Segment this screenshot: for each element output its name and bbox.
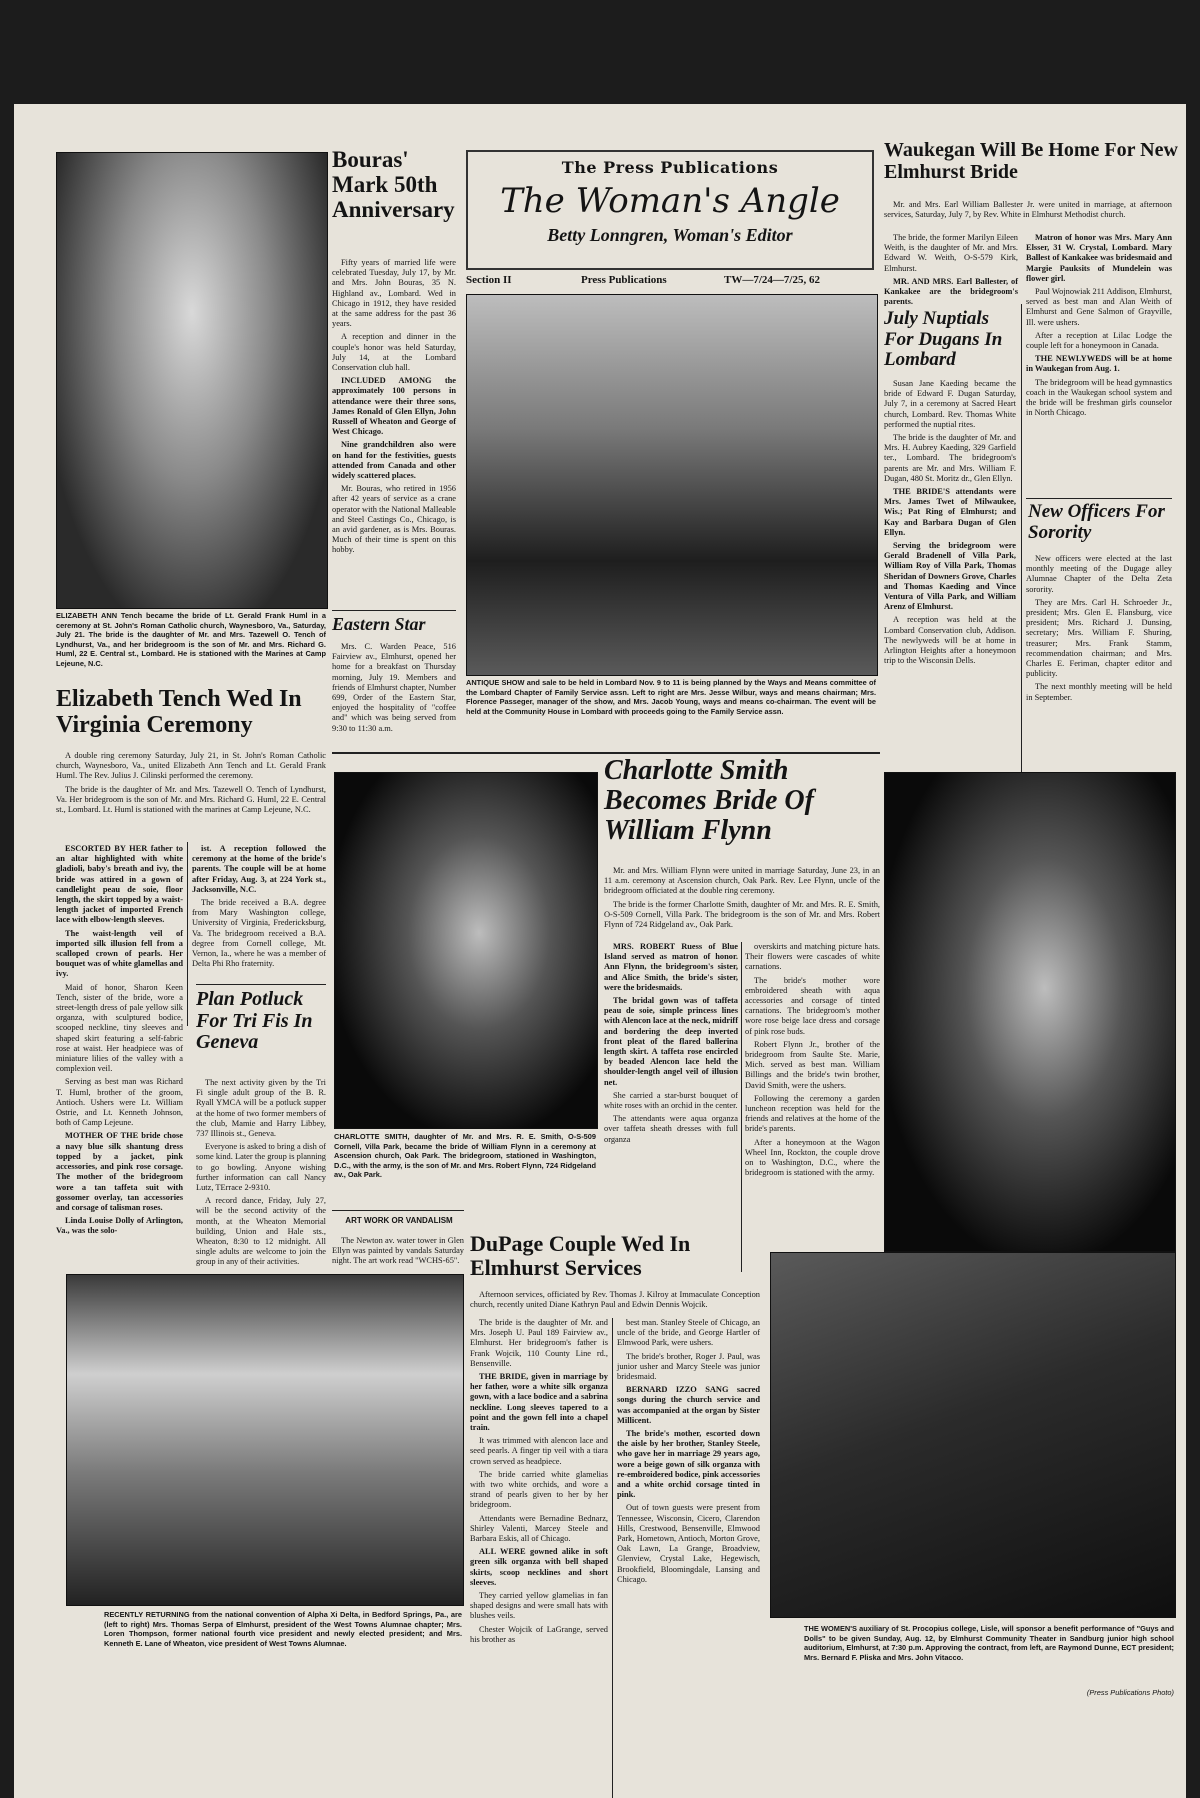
dugan-paragraph: THE BRIDE'S attendants were Mrs. James Twet of Milwaukee, Wis.; Pat Ring of Elmhurst; and Kay and Barbara Dugan of Glen Ellyn. <box>884 487 1016 537</box>
dupage-headline: DuPage Couple Wed In Elmhurst Services <box>470 1231 691 1280</box>
column-rule <box>187 842 188 1026</box>
column-rule <box>196 984 326 985</box>
section-rule <box>332 752 880 754</box>
alpha-xi-delta-photo <box>66 1274 464 1606</box>
dugan-paragraph: Serving the bridegroom were Gerald Bradenell of Villa Park, William Roy of Villa Park, Thomas Sheridan of Downers Grove, Charles and Thomas Kaeding and Vince Ventura of Villa Park, and William Arenz of Elmhurst. <box>884 541 1016 612</box>
flynn-paragraph: The bride is the former Charlotte Smith, daughter of Mr. and Mrs. R. E. Smith, O-S-509 Cornell, Villa Park. The bridegroom is the son of Mr. and Mrs. Robert Flynn of 724 Ridgeland av., Oak Park. <box>604 899 880 930</box>
dupage-story-lead <box>470 1290 760 1313</box>
waukegan-paragraph: MR. AND MRS. Earl Ballester, of Kankakee are the bridegroom's parents. <box>884 276 1018 307</box>
tench-bride-photo <box>56 152 328 609</box>
dugan-paragraph: A reception was held at the Lombard Conservation club, Addison. The newlyweds will be at home in Arlington Heights after a honeymoon trip to the Wisconsin Dells. <box>884 615 1016 666</box>
waukegan-story-col2 <box>1026 233 1172 421</box>
dugan-story <box>884 379 1016 669</box>
bouras-story <box>332 258 456 559</box>
column-rule <box>1026 498 1172 499</box>
sorority-paragraph: The next monthly meeting will be held in September. <box>1026 682 1172 702</box>
tench-paragraph: Linda Louise Dolly of Arlington, Va., was the solo- <box>56 1216 183 1236</box>
flynn-headline: Charlotte Smith Becomes Bride Of William Flynn <box>604 755 814 847</box>
flynn-story-col2 <box>745 942 880 1181</box>
tench-paragraph: MOTHER OF THE bride chose a navy blue silk shantung dress topped by a jacket, pink accessories, and pink rose corsage. The mother of the bridegroom wore a tan taffeta suit with gossomer overlay, tan accessories and corsage of talisman roses. <box>56 1131 183 1212</box>
flynn-paragraph: Mr. and Mrs. William Flynn were united in marriage Saturday, June 23, in an 11 a.m. ceremony at Ascension church, Oak Park. Rev. Lee Flynn, uncle of the bridegroom officiated at the double ring ceremony. <box>604 866 880 896</box>
potluck-paragraph: Everyone is asked to bring a dish of some kind. Later the group is planning to go bowling. Anyone wishing further information can call Nancy Lutz, TErrace 2-9310. <box>196 1142 326 1193</box>
masthead-editor: Betty Lonngren, Woman's Editor <box>547 225 793 245</box>
eastern-star-story <box>332 642 456 737</box>
flynn-paragraph: The bridal gown was of taffeta peau de soie, simple princess lines with Alencon lace at the neck, midriff and bordering the deep inverted front pleat of the flared ballerina length skirt. A taffeta rose encircled by beaded Alencon lace held the shoulder-length angel veil of illusion net. <box>604 996 738 1087</box>
tench-paragraph: The bride is the daughter of Mr. and Mrs. Tazewell O. Tench of Lyndhurst, Va. Her bridegroom is the son of Mr. and Mrs. Richard G. Huml, 22 E. Central st., Lombard. Lt. Huml is stationed with the marines at Camp Lejeune, N.C. <box>56 784 326 815</box>
dupage-paragraph: The bride's mother, escorted down the aisle by her brother, Stanley Steele, who gave her in marriage 29 years ago, wore a beige gown of silk organza with re-embroidered bodice, pink accessories and a white orchid corsage tinted in pink. <box>617 1429 760 1500</box>
potluck-paragraph: A record dance, Friday, July 27, will be the second activity of the month, at the Wheaton Memorial building, Union and Hale sts., Wheaton, 8:30 to 12 midnight. All single adults are welcome to join the group in any of their activities. <box>196 1196 326 1267</box>
tench-story-col1 <box>56 844 183 1240</box>
tench-paragraph: Serving as best man was Richard T. Huml, brother of the groom, Antioch. Ushers were Lt. William Ostrie, and Lt. Kenneth Johnson, both of Camp Lejeune. <box>56 1077 183 1128</box>
artwork-headline: ART WORK OR VANDALISM <box>345 1216 453 1225</box>
dugan-paragraph: The bride is the daughter of Mr. and Mrs. H. Aubrey Kaeding, 329 Garfield ter., Lombard. The bridegroom's parents are Mr. and Mrs. William F. Dugan, 480 St. Moritz dr., Glen Ellyn. <box>884 433 1016 483</box>
dupage-paragraph: best man. Stanley Steele of Chicago, an uncle of the bride, and George Hartler of Elmwood Park, were ushers. <box>617 1318 760 1348</box>
dupage-story-col1 <box>470 1318 608 1648</box>
flynn-paragraph: After a honeymoon at the Wagon Wheel Inn, Rockton, the couple drove on to Washington, D.C., where the bridegroom is stationed with the army. <box>745 1137 880 1178</box>
dugan-headline: July Nuptials For Dugans In Lombard <box>884 308 1003 371</box>
column-rule <box>741 942 742 1272</box>
flynn-photo-caption: CHARLOTTE SMITH, daughter of Mr. and Mrs. R. E. Smith, O-S-509 Cornell, Villa Park, became the bride of William Flynn in a ceremony at Ascension church, Oak Park. The bridegroom, stationed in Washington, D.C., with the army, is the son of Mr. and Mrs. Robert Flynn, 724 Ridgeland av., Oak Park. <box>334 1132 596 1180</box>
waukegan-paragraph: THE NEWLYWEDS will be at home in Waukegan from Aug. 1. <box>1026 354 1172 374</box>
dupage-paragraph: Afternoon services, officiated by Rev. Thomas J. Kilroy at Immaculate Conception church, recently united Diane Kathryn Paul and Edwin Dennis Wojcik. <box>470 1290 760 1310</box>
flynn-paragraph: The bride's mother wore embroidered sheath with aqua accessories and corsage of tinted carnations. The bridegroom's mother wore rose beige lace dress and corsage of pink rose buds. <box>745 975 880 1036</box>
dupage-paragraph: THE BRIDE, given in marriage by her father, wore a white silk organza gown, with a lace bodice and a sabrina neckline. Long sleeves tapered to a point and the gown fell into a chapel train. <box>470 1372 608 1433</box>
eastern-star-paragraph: Mrs. C. Warden Peace, 516 Fairview av., Elmhurst, opened her home for a breakfast on Thursday morning, July 19. Members and friends of Elmhurst chapter, Number 699, Order of the Eastern Star, enjoyed the hospitality of "coffee and" which was being served from 9:30 to 11:30 a.m. <box>332 642 456 733</box>
waukegan-headline: Waukegan Will Be Home For New Elmhurst Bride <box>884 139 1178 183</box>
antique-show-caption: ANTIQUE SHOW and sale to be held in Lombard Nov. 9 to 11 is being planned by the Ways and Means committee of the Lombard Chapter of Family Service assn. Left to right are Mrs. Jesse Wilbur, ways and means chairman; Mrs. Florence Passeger, manager of the show, and Mrs. Jacob Young, ways and means co-chairman. The event will be held at the Community House in Lombard with proceeds going to the Family Service assn. <box>466 678 876 716</box>
bouras-paragraph: Fifty years of married life were celebrated Tuesday, July 17, by Mr. and Mrs. John Bouras, 35 N. Highland av., Lombard. Wed in Chicago in 1912, they have resided at the same address for the past 36 years. <box>332 258 456 329</box>
dupage-paragraph: BERNARD IZZO SANG sacred songs during the church service and was accompanied at the organ by Sister Millicent. <box>617 1385 760 1425</box>
tench-paragraph: A double ring ceremony Saturday, July 21, in St. John's Roman Catholic church, Waynesboro, Va., united Elizabeth Ann Tench and Lt. Gerald Frank Huml. The Rev. Julius J. Cilinski performed the ceremony. <box>56 751 326 781</box>
masthead <box>466 150 874 270</box>
flynn-paragraph: Following the ceremony a garden luncheon reception was held for the friends and relatives at the home of the bride's parents. <box>745 1093 880 1134</box>
potluck-headline: Plan Potluck For Tri Fis In Geneva <box>196 988 313 1054</box>
waukegan-paragraph: Matron of honor was Mrs. Mary Ann Elsser, 31 W. Crystal, Lombard. Mary Ballest of Kankakee was bridesmaid and Margie Pauksits of Mundelein was flower girl. <box>1026 233 1172 283</box>
flynn-story-col1 <box>604 942 738 1148</box>
flynn-paragraph: Robert Flynn Jr., brother of the bridegroom from Saulte Ste. Marie, Mich. served as best man. William Billings and the bride's twin brother, David Smith, were the ushers. <box>745 1039 880 1090</box>
flynn-paragraph: MRS. ROBERT Ruess of Blue Island served as matron of honor. Ann Flynn, the bridegroom's sister, and Alice Smith, the bride's sister, were the bridesmaids. <box>604 942 738 992</box>
dupage-story-col2 <box>617 1318 760 1588</box>
section-publication: Press Publications <box>581 274 667 286</box>
potluck-paragraph: The next activity given by the Tri Fi single adult group of the B. R. Ryall YMCA will be a potluck supper at the home of two former members of the club, Mamie and Harry Libbey, 737 Illinois st., Geneva. <box>196 1078 326 1139</box>
dupage-paragraph: Out of town guests were present from Tennessee, Wisconsin, Cicero, Clarendon Hills, Crestwood, Bensenville, Elmwood Park, Hometown, Antioch, Morton Grove, Oak Lawn, La Grange, Broadview, Glenview, Crystal Lake, Hegewisch, Brookfield, Bloomingdale, Lansing and Chicago. <box>617 1503 760 1584</box>
waukegan-paragraph: Mr. and Mrs. Earl William Ballester Jr. were united in marriage, at afternoon services, Saturday, July 7, by Rev. White in Elmhurst Methodist church. <box>884 200 1172 220</box>
tench-story-lead <box>56 751 326 818</box>
waukegan-paragraph: The bride, the former Marilyn Eileen Weith, is the daughter of Mr. and Mrs. Edward W. Weith, O-S-579 Kirk, Elmhurst. <box>884 233 1018 273</box>
section-edition: TW—7/24—7/25, 62 <box>724 274 820 286</box>
antique-show-photo <box>466 294 878 676</box>
tench-paragraph: ist. A reception followed the ceremony at the home of the bride's parents. The couple will be at home after Friday, Aug. 3, at 224 York st., Jacksonville, N.C. <box>192 844 326 894</box>
column-rule <box>332 1210 464 1211</box>
st-procopius-caption: THE WOMEN'S auxiliary of St. Procopius college, Lisle, will sponsor a benefit performance of "Guys and Dolls" to be given Sunday, Aug. 12, by Elmhurst Community Theater in Sandburg junior high school auditorium, Elmhurst, at 7:30 p.m. Approving the contract, from left, are Raymond Dunne, ECT president; Mrs. Bernard F. Pliska and Mrs. John Vitacco. <box>804 1624 1174 1662</box>
flynn-story-lead <box>604 866 880 933</box>
masthead-title: The Woman's Angle <box>500 181 840 221</box>
waukegan-story-lead <box>884 200 1172 223</box>
sorority-headline: New Officers For Sorority <box>1028 501 1165 543</box>
photo-credit: (Press Publications Photo) <box>1086 1688 1174 1697</box>
bouras-headline: Bouras' Mark 50th Anniversary <box>332 147 455 222</box>
tench-paragraph: The waist-length veil of imported silk illusion fell from a scalloped crown of pearls. Her bouquet was of white glamellas and ivy. <box>56 928 183 979</box>
dupage-paragraph: The bride carried white glamelias with two white orchids, and wore a strand of pearls given to her by her bridegroom. <box>470 1469 608 1510</box>
artwork-story <box>332 1236 464 1270</box>
bouras-paragraph: INCLUDED AMONG the approximately 100 persons in attendance were their three sons, James Ronald of Glen Ellyn, John Russell of Wheaton and George of West Chicago. <box>332 376 456 437</box>
waukegan-story-col1 <box>884 233 1018 310</box>
potluck-story <box>196 1078 326 1271</box>
dugan-paragraph: Susan Jane Kaeding became the bride of Edward F. Dugan Saturday, July 7, in a ceremony at Sacred Heart church, Lombard. Rev. Thomas White performed the nuptial rites. <box>884 379 1016 429</box>
sorority-story <box>1026 554 1172 706</box>
tench-story-col2 <box>192 844 326 972</box>
flynn-paragraph: The attendants were aqua organza over taffeta sheath dresses with full organza <box>604 1114 738 1144</box>
column-rule <box>612 1318 613 1798</box>
dupage-paragraph: The bride's brother, Roger J. Paul, was junior usher and Marcy Steele was junior bridesmaid. <box>617 1351 760 1382</box>
tench-paragraph: Maid of honor, Sharon Keen Tench, sister of the bride, wore a street-length dress of pale yellow silk organza, with sculptured bodice, scooped neckline, tiny sleeves and shaped skirt featuring a self-fabric rose at waist. Her headpiece was of miniature lilies of the valley with a complexion veil. <box>56 982 183 1074</box>
dupage-paragraph: Chester Wojcik of LaGrange, served his brother as <box>470 1624 608 1644</box>
flynn-paragraph: overskirts and matching picture hats. Their flowers were cascades of white carnations. <box>745 942 880 972</box>
column-rule <box>332 610 456 611</box>
bouras-paragraph: Nine grandchildren also were on hand for the festivities, guests attended from Canada and other widely scattered places. <box>332 440 456 481</box>
tench-paragraph: ESCORTED BY HER father to an altar highlighted with white gladioli, baby's breath and ivy, the bride was attired in a gown of candlelight peau de soie, floor length, the skirt topped by a waist-length jacket of imported French lace with elbow-length sleeves. <box>56 844 183 925</box>
sorority-paragraph: They are Mrs. Carl H. Schroeder Jr., president; Mrs. Glen E. Flansburg, vice president; Mrs. Richard J. Dunsing, secretary; Mrs. William F. Shuring, treasurer; Mrs. Frank Stamm, recommendation chairman; and Mrs. Charles E. Feriman, chapter editor and publicity. <box>1026 597 1172 679</box>
tench-headline: Elizabeth Tench Wed In Virginia Ceremony <box>56 686 302 738</box>
newspaper-page <box>14 104 1186 1798</box>
dupage-paragraph: ALL WERE gowned alike in soft green silk organza with bell shaped skirts, scoop necklines and short sleeves. <box>470 1547 608 1587</box>
dupage-paragraph: The bride is the daughter of Mr. and Mrs. Joseph U. Paul 189 Fairview av., Elmhurst. Her bridegroom's father is Frank Wojcik, 110 County Line rd., Bensenville. <box>470 1318 608 1368</box>
artwork-paragraph: The Newton av. water tower in Glen Ellyn was painted by vandals Saturday night. The art work read "WCHS-65". <box>332 1236 464 1266</box>
column-rule <box>1021 304 1022 784</box>
masthead-publisher: The Press Publications <box>561 158 779 177</box>
eastern-star-headline: Eastern Star <box>332 614 426 634</box>
section-label: Section II <box>466 274 512 286</box>
dupage-paragraph: They carried yellow glamelias in fan shaped designs and were small hats with blushes veils. <box>470 1591 608 1621</box>
sorority-paragraph: New officers were elected at the last monthly meeting of the Dugage alley Alumnae Chapter of the Delta Zeta sorority. <box>1026 554 1172 594</box>
waukegan-paragraph: After a reception at Lilac Lodge the couple left for a honeymoon in Canada. <box>1026 330 1172 351</box>
knudsen-engagement-photo <box>884 772 1176 1252</box>
waukegan-paragraph: Paul Wojnowiak 211 Addison, Elmhurst, served as best man and Alan Weith of Elmhurst and Gene Salmon of Grayville, Ill. were ushers. <box>1026 287 1172 327</box>
tench-paragraph: The bride received a B.A. degree from Mary Washington college, University of Virginia, Fredericksburg, Va. The bridegroom received a B.A. degree from Cornell college, Mt. Vernon, Ia., where he was a member of Delta Phi Rho fraternity. <box>192 898 326 969</box>
tench-photo-caption: ELIZABETH ANN Tench became the bride of Lt. Gerald Frank Huml in a ceremony at St. John's Roman Catholic church, Waynesboro, Va., Saturday, July 21. The bride is the daughter of Mr. and Mrs. Tazewell O. Tench of Lyndhurst, Va., and her bridegroom is the son of Mr. and Mrs. Richard G. Huml, 22 E. Central st., Lombard. He is stationed with the Marines at Camp Lejeune, N.C. <box>56 611 326 668</box>
flynn-paragraph: She carried a star-burst bouquet of white roses with an orchid in the center. <box>604 1090 738 1111</box>
dupage-paragraph: Attendants were Bernadine Bednarz, Shirley Valenti, Marcey Steele and Barbara Eskis, all of Chicago. <box>470 1513 608 1544</box>
alpha-xi-delta-caption: RECENTLY RETURNING from the national convention of Alpha Xi Delta, in Bedford Springs, Pa., are (left to right) Mrs. Thomas Serpa of Elmhurst, president of the West Towns Alumnae chapter; Mrs. Loren Thompson, former national fourth vice president and newly elected president; and Mrs. Kenneth E. Lane of Wheaton, vice president of West Towns Alumnae. <box>104 1610 462 1648</box>
flynn-wedding-photo <box>334 772 598 1129</box>
bouras-paragraph: A reception and dinner in the couple's honor was held Saturday, July 14, at the Lombard Conservation club hall. <box>332 332 456 373</box>
waukegan-paragraph: The bridegroom will be head gymnastics coach in the Waukegan school system and the bride will be freshman girls counselor in North Chicago. <box>1026 377 1172 418</box>
bouras-paragraph: Mr. Bouras, who retired in 1956 after 42 years of service as a crane operator with the National Malleable and Steel Castings Co., Chicago, is an avid gardener, as is Mrs. Bouras. Much of their time is spent on this hobby. <box>332 484 456 555</box>
dupage-paragraph: It was trimmed with alencon lace and seed pearls. A finger tip veil with a tiara crown served as headpiece. <box>470 1436 608 1466</box>
st-procopius-photo <box>770 1252 1176 1618</box>
